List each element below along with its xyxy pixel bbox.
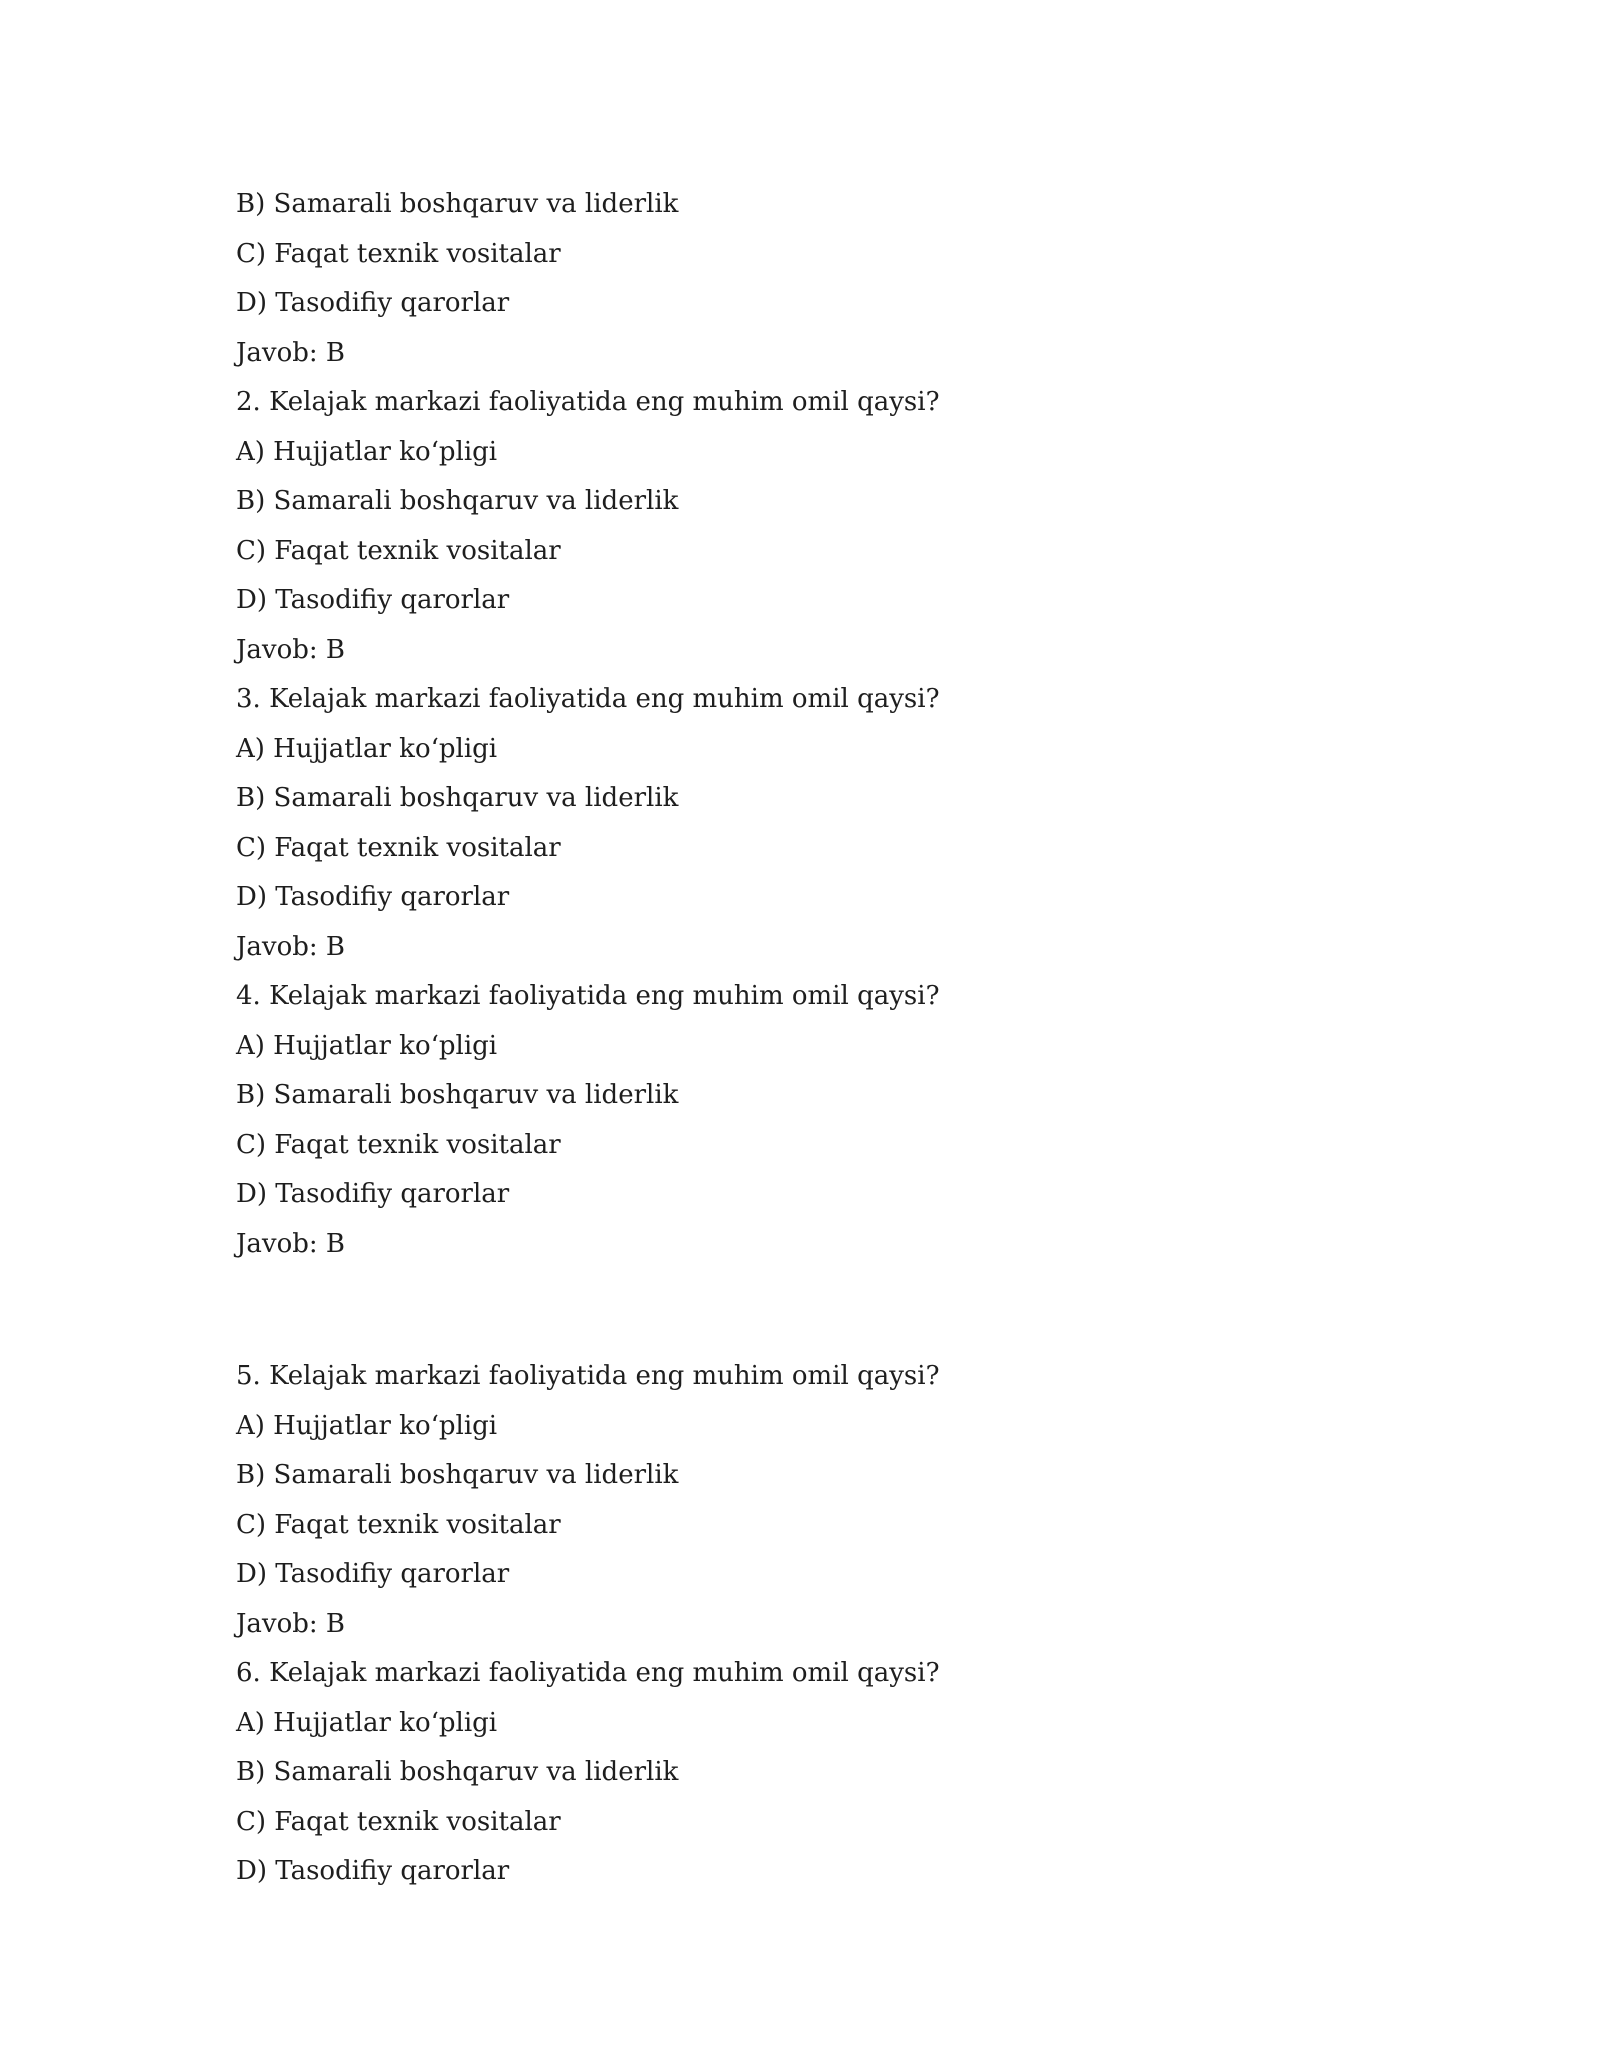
option-b: B) Samarali boshqaruv va liderlik [236,1757,679,1787]
option-d: D) Tasodifiy qarorlar [236,585,510,615]
answer-line: Javob: B [236,634,346,665]
option-c: C) Faqat texnik vositalar [236,238,561,269]
option-b: B) Samarali boshqaruv va liderlik [236,189,679,219]
option-d: D) Tasodifiy qarorlar [236,1559,510,1589]
question-6: 6. Kelajak markazi faoliyatida eng muhim omil qaysi? [236,1658,940,1688]
option-c: C) Faqat texnik vositalar [236,1806,561,1837]
option-a: A) Hujjatlar ko‘pligi [236,436,498,467]
option-c: C) Faqat texnik vositalar [236,535,561,566]
question-5: 5. Kelajak markazi faoliyatida eng muhim omil qaysi? [236,1361,940,1391]
option-b: B) Samarali boshqaruv va liderlik [236,783,679,813]
option-d: D) Tasodifiy qarorlar [236,1179,510,1209]
question-3: 3. Kelajak markazi faoliyatida eng muhim omil qaysi? [236,684,940,714]
option-a: A) Hujjatlar ko‘pligi [236,1707,498,1738]
question-4: 4. Kelajak markazi faoliyatida eng muhim omil qaysi? [236,981,940,1011]
option-c: C) Faqat texnik vositalar [236,832,561,863]
option-a: A) Hujjatlar ko‘pligi [236,1410,498,1441]
quiz-block-2 [236,1352,1336,1897]
answer-line: Javob: B [236,1608,346,1639]
option-b: B) Samarali boshqaruv va liderlik [236,1460,679,1490]
option-c: C) Faqat texnik vositalar [236,1129,561,1160]
option-b: B) Samarali boshqaruv va liderlik [236,1080,679,1110]
answer-line: Javob: B [236,931,346,962]
quiz-block-1 [236,180,1336,1269]
option-d: D) Tasodifiy qarorlar [236,882,510,912]
option-b: B) Samarali boshqaruv va liderlik [236,486,679,516]
answer-line: Javob: B [236,337,346,368]
question-2: 2. Kelajak markazi faoliyatida eng muhim omil qaysi? [236,387,940,417]
answer-line: Javob: B [236,1228,346,1259]
option-d: D) Tasodifiy qarorlar [236,288,510,318]
option-a: A) Hujjatlar ko‘pligi [236,1030,498,1061]
option-d: D) Tasodifiy qarorlar [236,1856,510,1886]
option-c: C) Faqat texnik vositalar [236,1509,561,1540]
option-a: A) Hujjatlar ko‘pligi [236,733,498,764]
